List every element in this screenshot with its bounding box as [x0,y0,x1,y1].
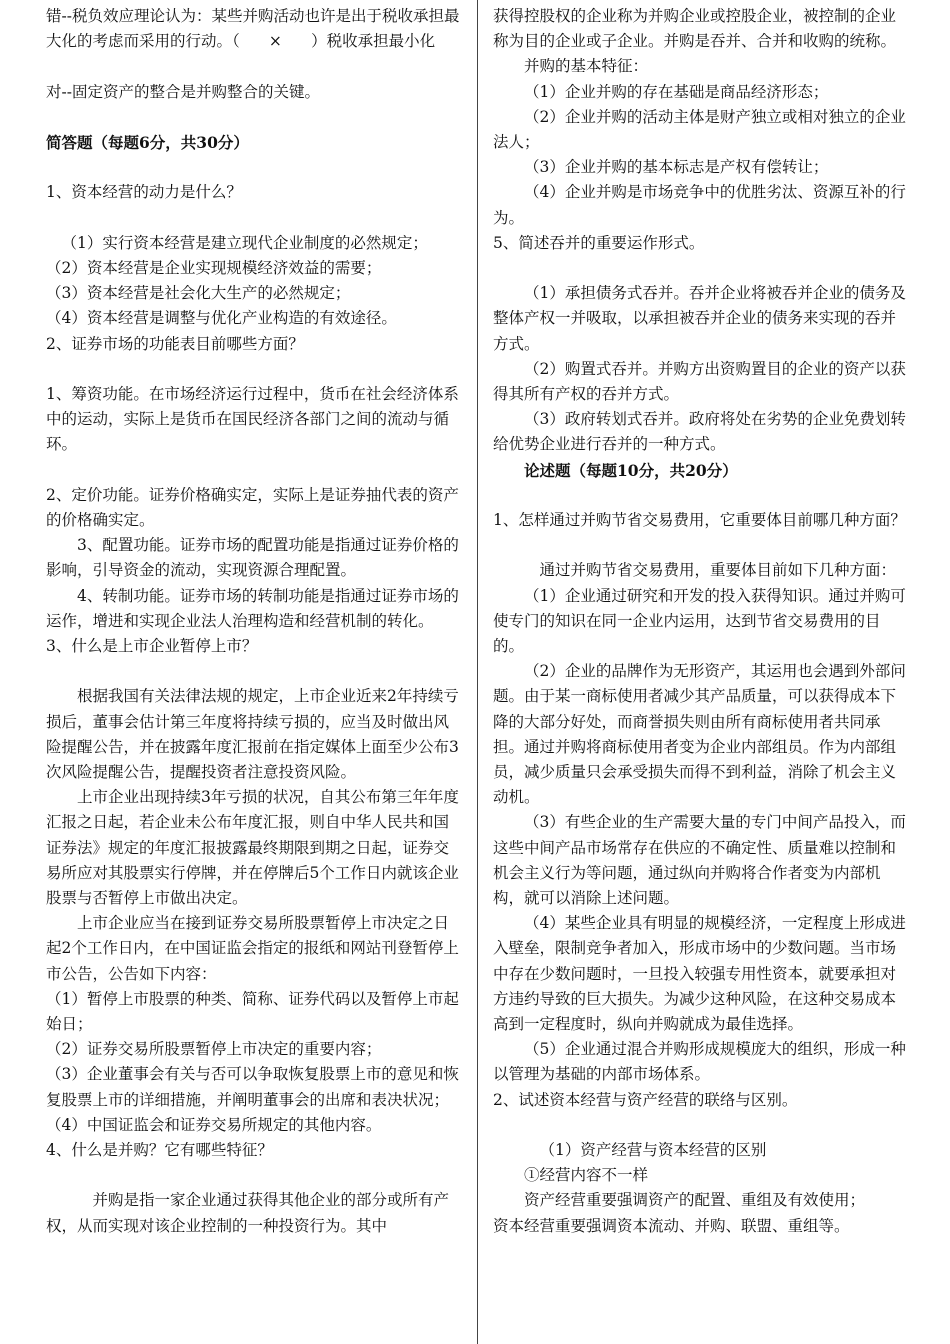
essay-question-1: 1、怎样通过并购节省交易费用，它重要体目前哪几种方面？ [493,511,906,530]
answer-item: （4）某些企业具有明显的规模经济，一定程度上形成进入壁垒，限制竞争者加入，形成市场中的少数问题。当市场中存在少数问题时，一旦投入较强专用性资本，就要承担对方违约导致的巨大损失。为减少这种风险，在这种交易成本高到一定程度时，纵向并购就成为最佳选择。 [493,914,906,1034]
answer-item: （4）中国证监会和证券交易所规定的其他内容。 [46,1115,382,1134]
question-3: 3、什么是上市企业暂停上市？ [46,636,258,655]
answer-item: （2）企业的品牌作为无形资产，其运用也会遇到外部问题。由于某一商标使用者减少其产品质量，可以获得成本下降的大部分好处，而商誉损失则由所有商标使用者共同承担。通过并购将商标使用者变为企业内部组员。作为内部组员，减少质量只会承受损失而得不到利益，消除了机会主义动机。 [493,662,906,807]
answer-paragraph: 上市企业出现持续3年亏损的状况，自其公布第三年年度汇报之日起，若企业未公布年度汇报，则自中华人民共和国证券法》规定的年度汇报披露最终期限到期之日起，证券交易所应对其股票实行停牌，并在停牌后5个工作日内就该企业股票与否暂停上市做出决定。 [46,788,459,907]
answer-line: 资产经营重要强调资产的配置、重组及有效使用； [524,1191,866,1210]
section-title-short-answer: 简答题（每题6分，共30分） [46,132,249,152]
question-4: 4、什么是并购？它有哪些特征？ [46,1141,273,1160]
answer-paragraph: 通过并购节省交易费用，重要体目前如下几种方面： [539,561,897,580]
answer-item: （5）企业通过混合并购形成规模庞大的组织，形成一种以管理为基础的内部市场体系。 [493,1040,906,1084]
question-1: 1、资本经营的动力是什么？ [46,183,242,202]
answer-paragraph: 4、转制功能。证券市场的转制功能是指通过证券市场的运作，增进和实现企业法人治理构造和经营机制的转化。 [46,586,459,630]
answer-line: 资本经营重要强调资本流动、并购、联盟、重组等。 [493,1216,850,1235]
answer-paragraph: 3、配置功能。证券市场的配置功能是指通过证券价格的影响，引导资金的流动，实现资源合理配置。 [46,536,459,580]
left-column [46,4,462,1239]
answer-item: （4）资本经营是调整与优化产业构造的有效途径。 [46,309,397,328]
answer-item: （3）政府转划式吞并。政府将处在劣势的企业免费划转给优势企业进行吞并的一种方式。 [493,410,906,454]
feature-item: （2）企业并购的活动主体是财产独立或相对独立的企业法人； [493,107,906,152]
answer-item: （1）承担债务式吞并。吞并企业将被吞并企业的债务及整体产权一并吸取，以承担被吞并企业的债务来实现的吞并方式。 [493,284,906,353]
judge-item-1: 错--税负效应理论认为：某些并购活动也许是出于税收承担最大化的考虑而采用的行动。（ × ）税收承担最小化 [46,4,462,54]
answer-paragraph: 并购是指一家企业通过获得其他企业的部分或所有产权，从而实现对该企业控制的一种投资行为。其中 [46,1191,450,1235]
answer-paragraph: 2、定价功能。证券价格确实定，实际上是证券抽代表的资产的价格确实定。 [46,485,459,529]
answer-paragraph: 上市企业应当在接到证券交易所股票暂停上市决定之日起2个工作日内，在中国证监会指定的报纸和网站刊登暂停上市公告，公告如下内容： [46,914,459,983]
section-title-essay: 论述题（每题10分，共20分） [524,460,738,480]
answer-item: （1）实行资本经营是建立现代企业制度的必然规定； [61,233,428,252]
answer-item: （3）资本经营是社会化大生产的必然规定； [46,284,351,303]
right-column [493,4,909,1239]
answer-item: （1）暂停上市股票的种类、简称、证券代码以及暂停上市起始日； [46,989,459,1034]
question-2: 2、证券市场的功能表目前哪些方面？ [46,334,304,353]
feature-item: （3）企业并购的基本标志是产权有偿转让； [524,158,829,177]
answer-item: （3）有些企业的生产需要大量的专门中间产品投入，而这些中间产品市场常存在供应的不确定性、质量难以控制和机会主义行为等问题，通过纵向并购将合作者变为内部机构，就可以消除上述问题。 [493,813,906,908]
feature-item: （1）企业并购的存在基础是商品经济形态； [524,82,829,101]
answer-paragraph: 获得控股权的企业称为并购企业或控股企业，被控制的企业称为目的企业或子企业。并购是吞并、合并和收购的统称。 [493,7,897,51]
answer-item: （2）证券交易所股票暂停上市决定的重要内容； [46,1040,382,1059]
answer-paragraph: 1、筹资功能。在市场经济运行过程中，货币在社会经济体系中的运动，实际上是货币在国民经济各部门之间的流动与循环。 [46,384,459,454]
judge-item-2: 对--固定资产的整合是并购整合的关键。 [46,82,320,101]
cross-mark: × [268,32,282,51]
essay-question-2: 2、试述资本经营与资产经营的联络与区别。 [493,1090,798,1109]
question-5: 5、简述吞并的重要运作形式。 [493,233,705,252]
answer-item: （1）企业通过研究和开发的投入获得知识。通过并购可使专门的知识在同一企业内运用，达到节省交易费用的目的。 [493,586,906,656]
feature-title: 并购的基本特征： [524,57,649,76]
feature-item: （4）企业并购是市场竞争中的优胜劣汰、资源互补的行为。 [493,183,906,227]
answer-subheading: （1）资产经营与资本经营的区别 [539,1141,767,1160]
answer-item: （2）资本经营是企业实现规模经济效益的需要； [46,258,382,277]
answer-paragraph: 根据我国有关法律法规的规定，上市企业近来2年持续亏损后，董事会估计第三年度将持续亏损的，应当及时做出风险提醒公告，并在披露年度汇报前在指定媒体上面至少公布3次风险提醒公告，提醒投资者注意投资风险。 [46,687,459,781]
answer-item: （2）购置式吞并。并购方出资购置目的企业的资产以获得其所有产权的吞并方式。 [493,359,906,404]
answer-item: （3）企业董事会有关与否可以争取恢复股票上市的意见和恢复股票上市的详细措施，并阐明董事会的出席和表决状况； [46,1065,459,1109]
answer-point: ①经营内容不一样 [524,1166,649,1185]
column-divider [477,0,478,1344]
